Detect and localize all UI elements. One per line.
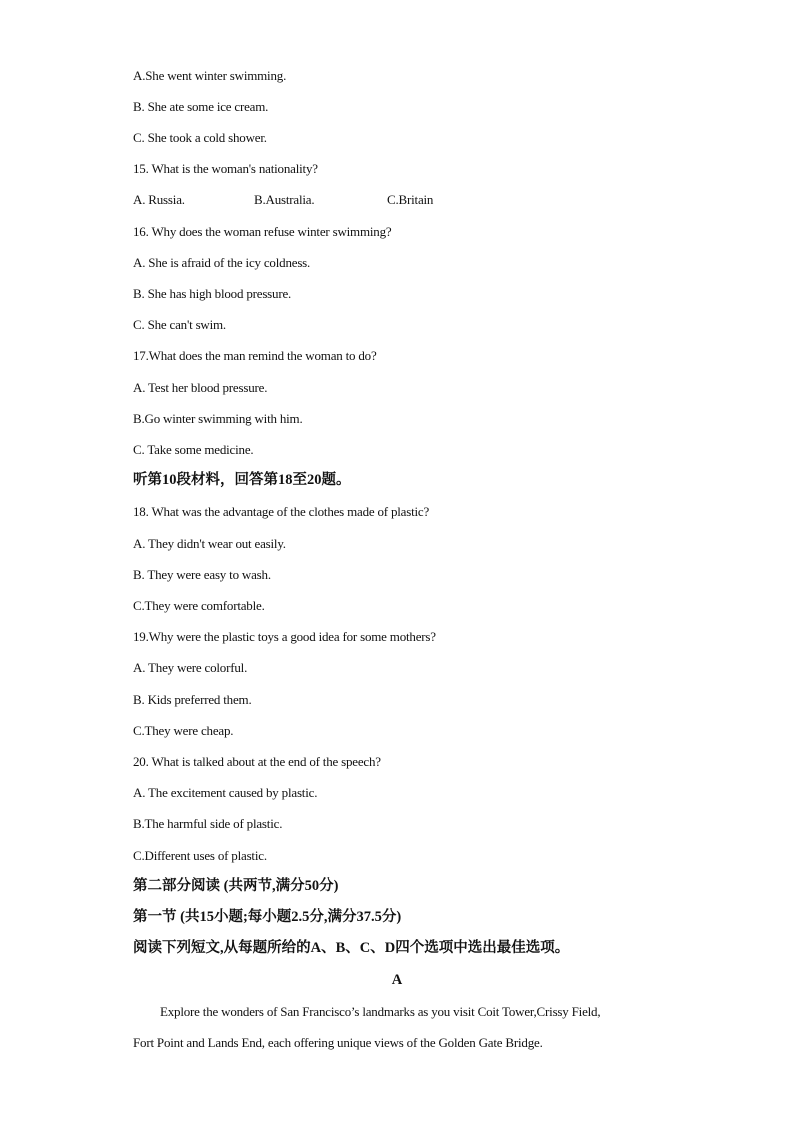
q17-option-c: C. Take some medicine.	[133, 442, 254, 457]
reading-instruction: 阅读下列短文,从每题所给的A、B、C、D四个选项中选出最佳选项。	[133, 940, 570, 956]
section1-heading: 第一节 (共15小题;每小题2.5分,满分37.5分)	[133, 909, 402, 925]
passage-line-2: Fort Point and Lands End, each offering unique views of the Golden Gate Bridge.	[133, 1035, 543, 1050]
part2-heading: 第二部分阅读 (共两节,满分50分)	[133, 878, 339, 894]
q14-option-c: C. She took a cold shower.	[133, 130, 267, 145]
q19-option-c: C.They were cheap.	[133, 723, 234, 738]
q19-option-b: B. Kids preferred them.	[133, 692, 252, 707]
q20-option-b: B.The harmful side of plastic.	[133, 816, 283, 831]
q18-question: 18. What was the advantage of the clothes made of plastic?	[133, 504, 430, 519]
section-10-heading: 听第10段材料，回答第18至20题。	[133, 472, 351, 488]
q17-option-b: B.Go winter swimming with him.	[133, 411, 303, 426]
q15-option-a: A. Russia.	[133, 192, 185, 207]
q17-option-a: A. Test her blood pressure.	[133, 380, 268, 395]
q20-option-a: A. The excitement caused by plastic.	[133, 785, 318, 800]
q15-option-b: B.Australia.	[254, 192, 315, 207]
q20-option-c: C.Different uses of plastic.	[133, 848, 267, 863]
q16-question: 16. Why does the woman refuse winter swimming?	[133, 224, 392, 239]
q15-question: 15. What is the woman's nationality?	[133, 161, 318, 176]
q18-option-a: A. They didn't wear out easily.	[133, 536, 286, 551]
q20-question: 20. What is talked about at the end of the speech?	[133, 754, 381, 769]
q16-option-b: B. She has high blood pressure.	[133, 286, 292, 301]
q18-option-c: C.They were comfortable.	[133, 598, 265, 613]
q16-option-a: A. She is afraid of the icy coldness.	[133, 255, 311, 270]
q14-option-a: A.She went winter swimming.	[133, 68, 287, 83]
q15-option-c: C.Britain	[387, 192, 434, 207]
q14-option-b: B. She ate some ice cream.	[133, 99, 269, 114]
q19-option-a: A. They were colorful.	[133, 660, 248, 675]
q16-option-c: C. She can't swim.	[133, 317, 226, 332]
q17-question: 17.What does the man remind the woman to do?	[133, 348, 377, 363]
q18-option-b: B. They were easy to wash.	[133, 567, 271, 582]
passage-label: A	[391, 972, 403, 988]
passage-line-1: Explore the wonders of San Francisco’s landmarks as you visit Coit Tower,Crissy Field,	[160, 1004, 601, 1019]
q19-question: 19.Why were the plastic toys a good idea for some mothers?	[133, 629, 436, 644]
